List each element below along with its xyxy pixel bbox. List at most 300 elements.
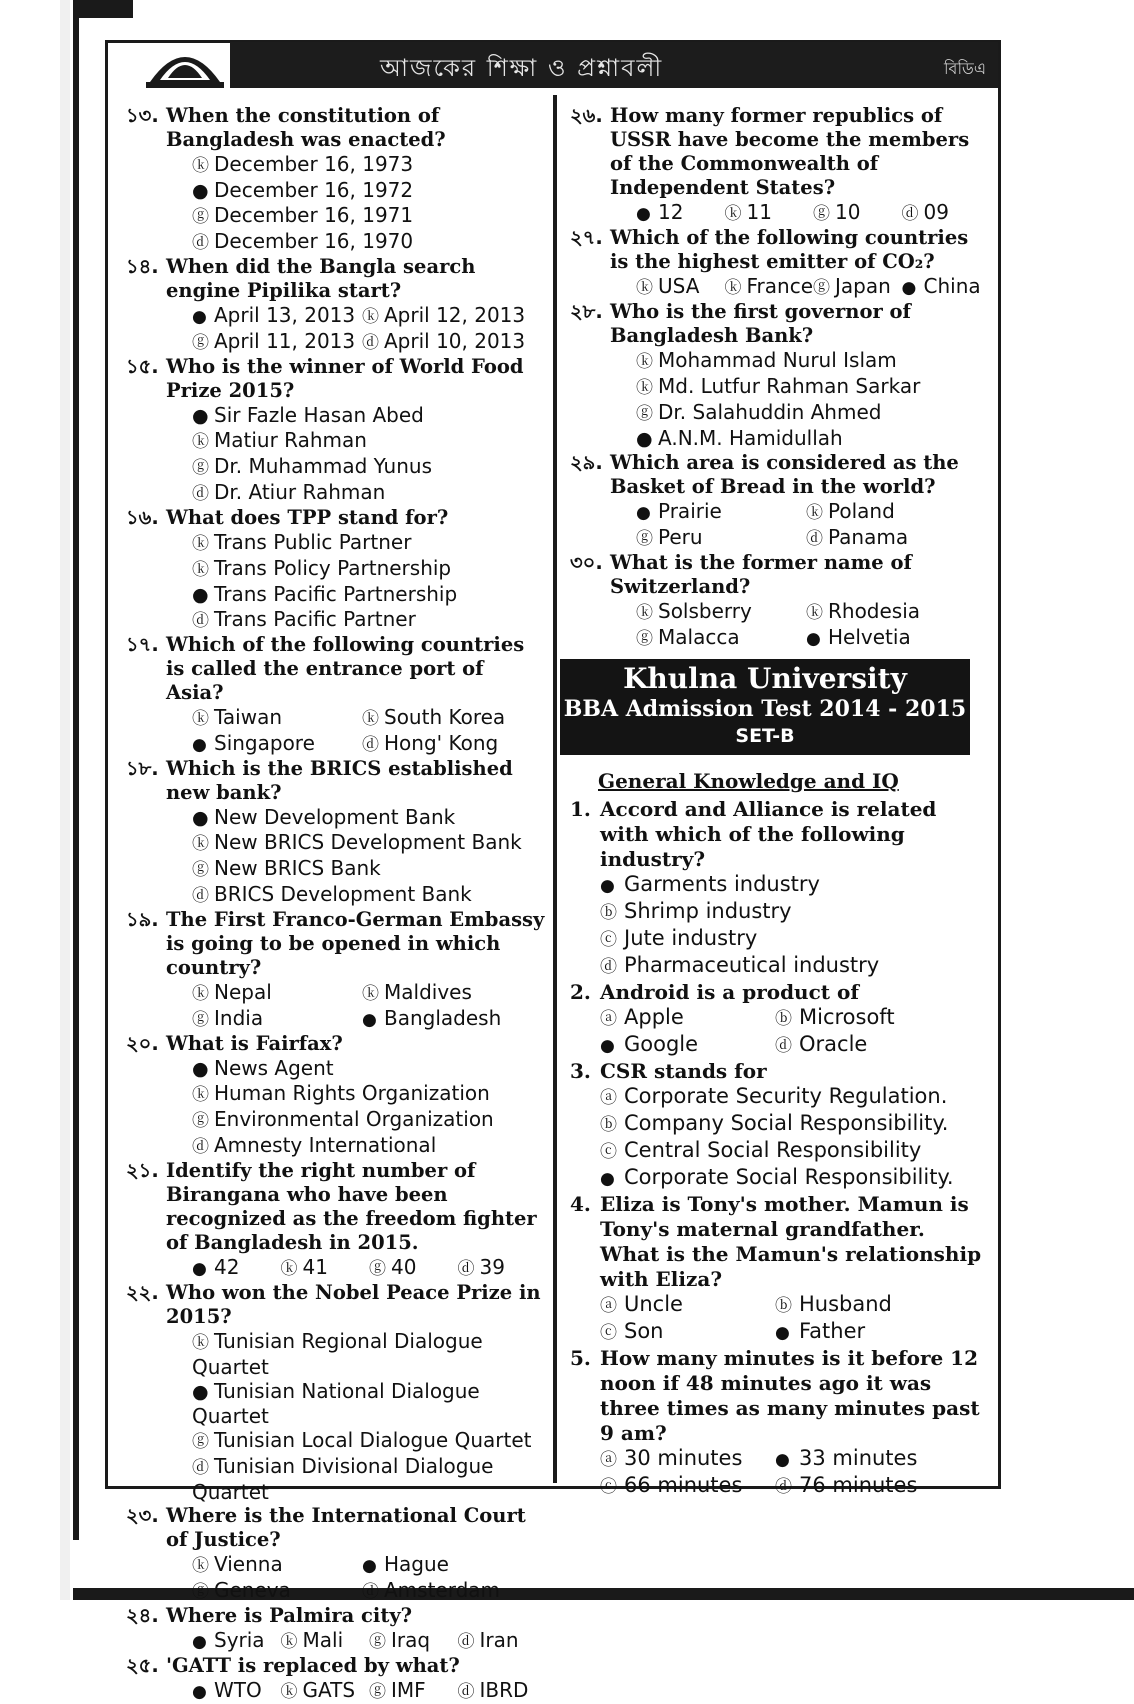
option-item xyxy=(636,599,806,625)
question-number: ২৩. xyxy=(126,1504,159,1527)
option-text: December 16, 1970 xyxy=(214,229,414,253)
option-item xyxy=(636,200,725,226)
option-item xyxy=(775,1005,950,1032)
question-number: ৩০. xyxy=(570,551,603,574)
option-marker-icon: ⓚ xyxy=(192,1556,209,1576)
answer-marker-icon: ● xyxy=(192,405,209,427)
question-number: ১৫. xyxy=(126,355,159,378)
option-item xyxy=(192,705,362,731)
option-item xyxy=(281,1255,370,1281)
option-marker-icon: ⓓ xyxy=(362,333,379,353)
option-text: IBRD xyxy=(479,1678,529,1702)
option-text: Son xyxy=(624,1319,664,1343)
question-number: 1. xyxy=(570,797,591,821)
option-text: April 11, 2013 xyxy=(214,329,356,353)
option-item xyxy=(902,274,991,300)
option-item xyxy=(126,830,546,856)
question-text: 'GATT is replaced by what? xyxy=(166,1654,460,1677)
question xyxy=(126,1159,546,1255)
option-text: Husband xyxy=(799,1292,892,1316)
question-text: What is Fairfax? xyxy=(166,1032,343,1055)
option-item xyxy=(775,1319,950,1346)
option-marker-icon: ⓚ xyxy=(280,1632,298,1652)
option-item xyxy=(458,1678,547,1704)
option-text: Prairie xyxy=(658,499,722,523)
option-item xyxy=(192,1255,281,1281)
option-text: Dr. Muhammad Yunus xyxy=(214,454,433,478)
option-text: Trans Pacific Partnership xyxy=(214,582,458,606)
option-row xyxy=(126,731,546,757)
answer-marker-icon: ● xyxy=(636,204,651,224)
option-text: Solsberry xyxy=(658,599,752,623)
option-item xyxy=(192,1678,281,1704)
option-item xyxy=(192,1628,281,1654)
option-item xyxy=(126,882,546,908)
option-row xyxy=(570,1446,990,1473)
option-text: Company Social Responsibility. xyxy=(624,1111,949,1135)
question-number: 3. xyxy=(570,1059,591,1083)
option-item xyxy=(600,1319,775,1346)
option-item xyxy=(126,1454,546,1504)
option-text: December 16, 1973 xyxy=(214,152,414,176)
option-text: Poland xyxy=(828,499,895,523)
answer-marker-icon: ● xyxy=(192,180,209,202)
option-marker-icon: ⓖ xyxy=(192,1582,209,1602)
option-item xyxy=(362,303,532,329)
question-text: Identify the right number of Birangana who have been recognized as the freedom fighter of Bangladesh in 2015. xyxy=(166,1159,537,1254)
option-row xyxy=(570,1005,990,1032)
option-row xyxy=(570,1319,990,1346)
option-text: Uncle xyxy=(624,1292,683,1316)
question-text: Which area is considered as the Basket of Bread in the world? xyxy=(610,451,959,498)
option-item xyxy=(570,1111,990,1138)
question-text: Android is a product of xyxy=(600,980,859,1004)
option-row xyxy=(126,980,546,1006)
answer-marker-icon: ● xyxy=(806,629,821,649)
answer-marker-icon: ● xyxy=(775,1450,790,1470)
question-number: ২৫. xyxy=(126,1654,159,1677)
question-number: 2. xyxy=(570,980,591,1004)
option-marker-icon: ⓚ xyxy=(636,352,653,372)
option-text: Corporate Security Regulation. xyxy=(624,1084,948,1108)
option-item xyxy=(902,200,991,226)
option-text: Amsterdam xyxy=(384,1578,501,1602)
option-text: Google xyxy=(624,1032,699,1056)
option-marker-icon: ⓓ xyxy=(600,957,617,977)
option-item xyxy=(192,329,362,355)
scan-margin xyxy=(0,0,78,1600)
page-edge-shadow xyxy=(73,0,79,1540)
option-item xyxy=(775,1446,950,1473)
page-header xyxy=(230,42,998,88)
option-marker-icon: ⓑ xyxy=(600,903,617,923)
option-item xyxy=(570,426,990,451)
option-text: Syria xyxy=(214,1628,265,1652)
option-marker-icon: ⓑ xyxy=(600,1115,617,1135)
option-marker-icon: ⓚ xyxy=(362,709,379,729)
option-marker-icon: ⓚ xyxy=(636,603,653,623)
option-marker-icon: ⓖ xyxy=(192,333,209,353)
question-number: ২৭. xyxy=(570,226,603,249)
option-text: Vienna xyxy=(214,1552,283,1576)
column-divider xyxy=(553,95,557,1483)
option-marker-icon: ⓒ xyxy=(600,930,617,950)
option-marker-icon: ⓚ xyxy=(362,984,379,1004)
answer-marker-icon: ● xyxy=(192,307,207,327)
option-marker-icon: ⓖ xyxy=(636,629,653,649)
question xyxy=(570,980,990,1005)
option-item xyxy=(369,1678,458,1704)
option-text: Bangladesh xyxy=(384,1006,502,1030)
option-item xyxy=(636,625,806,651)
option-item xyxy=(600,1473,775,1500)
option-marker-icon: ⓚ xyxy=(280,1682,298,1702)
option-text: Environmental Organization xyxy=(214,1107,494,1131)
option-item xyxy=(126,1133,546,1159)
option-text: April 12, 2013 xyxy=(384,303,526,327)
option-text: News Agent xyxy=(214,1056,334,1080)
option-item xyxy=(570,1084,990,1111)
question xyxy=(570,1059,990,1084)
question-number: 4. xyxy=(570,1192,591,1216)
option-item xyxy=(600,1292,775,1319)
option-row xyxy=(126,303,546,329)
option-marker-icon: ⓒ xyxy=(600,1477,617,1497)
option-item xyxy=(806,499,976,525)
option-item xyxy=(126,203,546,229)
option-row xyxy=(570,200,990,226)
question xyxy=(570,104,990,200)
option-marker-icon: ⓑ xyxy=(775,1009,792,1029)
answer-marker-icon: ● xyxy=(600,1036,615,1056)
option-item xyxy=(362,731,532,757)
option-text: Geneva xyxy=(214,1578,291,1602)
publisher-logo-icon xyxy=(140,30,230,90)
question-number: ১৪. xyxy=(126,255,159,278)
header-title: আজকের শিক্ষা ও প্রশ্নাবলী xyxy=(380,54,664,82)
question-text: Which of the following countries is the highest emitter of CO₂? xyxy=(610,226,969,273)
option-row xyxy=(126,329,546,355)
option-item xyxy=(192,731,362,757)
option-marker-icon: ⓓ xyxy=(457,1682,475,1702)
option-text: 66 minutes xyxy=(624,1473,743,1497)
answer-marker-icon: ● xyxy=(192,1381,209,1403)
option-row xyxy=(126,1678,546,1704)
option-item xyxy=(192,303,362,329)
option-text: December 16, 1971 xyxy=(214,203,414,227)
option-text: India xyxy=(214,1006,264,1030)
option-text: 41 xyxy=(302,1255,328,1279)
option-item xyxy=(636,274,725,300)
question xyxy=(126,633,546,705)
option-text: Trans Public Partner xyxy=(214,530,412,554)
option-text: 09 xyxy=(923,200,949,224)
option-item xyxy=(775,1032,950,1059)
option-item xyxy=(281,1628,370,1654)
option-marker-icon: ⓒ xyxy=(600,1323,617,1343)
option-item xyxy=(813,200,902,226)
option-marker-icon: ⓚ xyxy=(806,503,823,523)
english-questions xyxy=(570,797,990,1500)
option-marker-icon: ⓐ xyxy=(600,1088,617,1108)
question xyxy=(126,757,546,805)
option-marker-icon: ⓖ xyxy=(813,204,830,224)
option-text: Human Rights Organization xyxy=(214,1081,490,1105)
option-text: Taiwan xyxy=(214,705,283,729)
option-text: Father xyxy=(799,1319,866,1343)
question-number: ১৬. xyxy=(126,506,159,529)
option-row xyxy=(570,1473,990,1500)
question-text: Which is the BRICS established new bank? xyxy=(166,757,513,804)
question-number: ১৩. xyxy=(126,104,159,127)
option-row xyxy=(570,1032,990,1059)
option-text: A.N.M. Hamidullah xyxy=(658,426,843,450)
answer-marker-icon: ● xyxy=(775,1323,790,1343)
question-number: 5. xyxy=(570,1346,591,1370)
option-item xyxy=(126,229,546,255)
answer-marker-icon: ● xyxy=(636,503,651,523)
question xyxy=(126,908,546,980)
option-text: 12 xyxy=(658,200,684,224)
option-text: Garments industry xyxy=(624,872,820,896)
option-marker-icon: ⓓ xyxy=(192,1137,209,1157)
question xyxy=(126,255,546,303)
option-text: GATS xyxy=(302,1678,356,1702)
option-text: Dr. Salahuddin Ahmed xyxy=(658,400,882,424)
question-text: CSR stands for xyxy=(600,1059,767,1083)
option-text: France xyxy=(746,274,814,298)
question-text: Eliza is Tony's mother. Mamun is Tony's maternal grandfather. What is the Mamun's relationship with Eliza? xyxy=(600,1192,982,1291)
option-item xyxy=(458,1255,547,1281)
option-row xyxy=(126,705,546,731)
option-marker-icon: ⓖ xyxy=(192,860,209,880)
question-text: When did the Bangla search engine Pipilika start? xyxy=(166,255,476,302)
option-item xyxy=(600,1005,775,1032)
option-text: Sir Fazle Hasan Abed xyxy=(214,403,424,427)
option-marker-icon: ⓖ xyxy=(369,1259,386,1279)
option-text: Tunisian Regional Dialogue Quartet xyxy=(192,1329,483,1379)
right-column xyxy=(563,104,990,1500)
option-item xyxy=(570,374,990,400)
option-marker-icon: ⓓ xyxy=(192,611,209,631)
question-number: ২২. xyxy=(126,1281,159,1304)
option-marker-icon: ⓚ xyxy=(192,156,209,176)
option-text: 10 xyxy=(835,200,861,224)
option-marker-icon: ⓓ xyxy=(775,1477,792,1497)
option-marker-icon: ⓚ xyxy=(192,560,209,580)
question xyxy=(570,1346,990,1446)
option-item xyxy=(636,525,806,551)
option-item xyxy=(126,178,546,203)
option-marker-icon: ⓚ xyxy=(192,432,209,452)
option-text: Trans Pacific Partner xyxy=(214,607,416,631)
option-item xyxy=(570,926,990,953)
question xyxy=(570,551,990,599)
option-text: Tunisian Local Dialogue Quartet xyxy=(214,1428,532,1452)
question-text: Where is the International Court of Justice? xyxy=(166,1504,526,1551)
option-marker-icon: ⓓ xyxy=(192,233,209,253)
option-row xyxy=(126,1255,546,1281)
question xyxy=(126,1604,546,1628)
answer-marker-icon: ● xyxy=(192,1058,209,1080)
option-text: Maldives xyxy=(384,980,472,1004)
option-item xyxy=(192,980,362,1006)
answer-marker-icon: ● xyxy=(362,1010,377,1030)
option-marker-icon: ⓖ xyxy=(192,1111,209,1131)
option-item xyxy=(126,428,546,454)
option-item xyxy=(600,1032,775,1059)
option-text: IMF xyxy=(391,1678,426,1702)
option-row xyxy=(570,499,990,525)
left-column xyxy=(126,104,546,1704)
option-item xyxy=(362,705,532,731)
answer-marker-icon: ● xyxy=(362,1556,377,1576)
option-text: Tunisian Divisional Dialogue Quartet xyxy=(192,1454,494,1504)
option-text: Central Social Responsibility xyxy=(624,1138,922,1162)
option-text: 11 xyxy=(746,200,772,224)
banner-subtitle: BBA Admission Test 2014 - 2015 xyxy=(563,696,967,722)
option-item xyxy=(126,1056,546,1081)
question-text: Where is Palmira city? xyxy=(166,1604,413,1627)
option-text: 76 minutes xyxy=(799,1473,918,1497)
option-item xyxy=(369,1628,458,1654)
question-number: ২১. xyxy=(126,1159,159,1182)
option-item xyxy=(126,1379,546,1428)
option-text: WTO xyxy=(214,1678,262,1702)
option-item xyxy=(126,582,546,607)
question-text: Which of the following countries is called the entrance port of Asia? xyxy=(166,633,525,704)
option-row xyxy=(570,599,990,625)
question-number: ১৮. xyxy=(126,757,159,780)
option-marker-icon: ⓚ xyxy=(724,204,742,224)
question-number: ২৪. xyxy=(126,1604,159,1627)
option-item xyxy=(126,856,546,882)
question xyxy=(126,1032,546,1056)
option-item xyxy=(126,607,546,633)
option-text: 40 xyxy=(391,1255,417,1279)
option-text: Jute industry xyxy=(624,926,758,950)
option-marker-icon: ⓚ xyxy=(192,984,209,1004)
question xyxy=(126,1504,546,1552)
university-banner xyxy=(560,659,970,755)
option-marker-icon: ⓖ xyxy=(813,278,830,298)
answer-marker-icon: ● xyxy=(192,807,209,829)
option-item xyxy=(806,625,976,651)
option-item xyxy=(126,1329,546,1379)
question-number: ২৮. xyxy=(570,300,603,323)
option-item xyxy=(570,1165,990,1192)
option-text: Malacca xyxy=(658,625,740,649)
option-item xyxy=(725,200,814,226)
option-text: Tunisian National Dialogue Quartet xyxy=(192,1379,480,1428)
option-item xyxy=(192,1578,362,1604)
question-text: What does TPP stand for? xyxy=(166,506,449,529)
option-text: New BRICS Development Bank xyxy=(214,830,522,854)
option-row xyxy=(126,1578,546,1604)
option-item xyxy=(570,1138,990,1165)
question-number: ১৯. xyxy=(126,908,159,931)
option-item xyxy=(126,454,546,480)
option-marker-icon: ⓖ xyxy=(636,529,653,549)
option-text: Iran xyxy=(479,1628,519,1652)
answer-marker-icon: ● xyxy=(192,735,207,755)
option-item xyxy=(192,1552,362,1578)
option-text: Iraq xyxy=(391,1628,431,1652)
option-marker-icon: ⓚ xyxy=(192,1333,209,1353)
option-marker-icon: ⓚ xyxy=(192,1085,209,1105)
option-text: Pharmaceutical industry xyxy=(624,953,880,977)
option-item xyxy=(281,1678,370,1704)
question-text: When the constitution of Bangladesh was enacted? xyxy=(166,104,446,151)
option-text: Microsoft xyxy=(799,1005,895,1029)
answer-marker-icon: ● xyxy=(192,1259,207,1279)
header-right-label: বিডিএ xyxy=(943,59,986,78)
option-item xyxy=(725,274,814,300)
option-item xyxy=(362,1006,532,1032)
answer-marker-icon: ● xyxy=(636,428,653,450)
right-questions xyxy=(570,104,990,651)
option-item xyxy=(570,872,990,899)
option-item xyxy=(570,348,990,374)
option-text: 30 minutes xyxy=(624,1446,743,1470)
option-item xyxy=(126,480,546,506)
answer-marker-icon: ● xyxy=(600,1169,615,1189)
question xyxy=(570,451,990,499)
question xyxy=(126,1654,546,1678)
question xyxy=(570,797,990,872)
option-text: USA xyxy=(658,274,700,298)
option-item xyxy=(775,1292,950,1319)
question-text: Accord and Alliance is related with which of the following industry? xyxy=(600,797,937,871)
option-item xyxy=(458,1628,547,1654)
option-marker-icon: ⓚ xyxy=(192,709,209,729)
option-marker-icon: ⓖ xyxy=(192,1010,209,1030)
option-marker-icon: ⓚ xyxy=(724,278,742,298)
question-text: How many minutes is it before 12 noon if 48 minutes ago it was three times as many minutes past 9 am? xyxy=(600,1346,980,1445)
option-text: Dr. Atiur Rahman xyxy=(214,480,386,504)
question-number: ২০. xyxy=(126,1032,159,1055)
option-text: Md. Lutfur Rahman Sarkar xyxy=(658,374,921,398)
option-text: April 10, 2013 xyxy=(384,329,526,353)
answer-marker-icon: ● xyxy=(192,1632,207,1652)
answer-marker-icon: ● xyxy=(901,278,917,298)
option-text: New Development Bank xyxy=(214,805,456,829)
option-item xyxy=(775,1473,950,1500)
option-item xyxy=(570,899,990,926)
answer-marker-icon: ● xyxy=(192,584,209,606)
option-marker-icon: ⓚ xyxy=(806,603,823,623)
question-text: Who is the winner of World Food Prize 2015? xyxy=(166,355,524,402)
question-text: Who is the first governor of Bangladesh Bank? xyxy=(610,300,911,347)
question-text: Who won the Nobel Peace Prize in 2015? xyxy=(166,1281,541,1328)
option-item xyxy=(126,152,546,178)
answer-marker-icon: ● xyxy=(192,1682,207,1702)
option-marker-icon: ⓚ xyxy=(280,1259,298,1279)
option-marker-icon: ⓚ xyxy=(192,834,209,854)
option-item xyxy=(126,556,546,582)
option-text: Matiur Rahman xyxy=(214,428,367,452)
option-text: Panama xyxy=(828,525,909,549)
option-marker-icon: ⓖ xyxy=(192,458,209,478)
option-marker-icon: ⓓ xyxy=(192,1458,209,1478)
option-row xyxy=(126,1628,546,1654)
option-marker-icon: ⓐ xyxy=(600,1296,617,1316)
question-text: How many former republics of USSR have become the members of the Commonwealth of Independent States? xyxy=(610,104,970,199)
option-item xyxy=(126,1107,546,1133)
option-text: New BRICS Bank xyxy=(214,856,381,880)
option-text: Mali xyxy=(302,1628,344,1652)
option-item xyxy=(126,530,546,556)
